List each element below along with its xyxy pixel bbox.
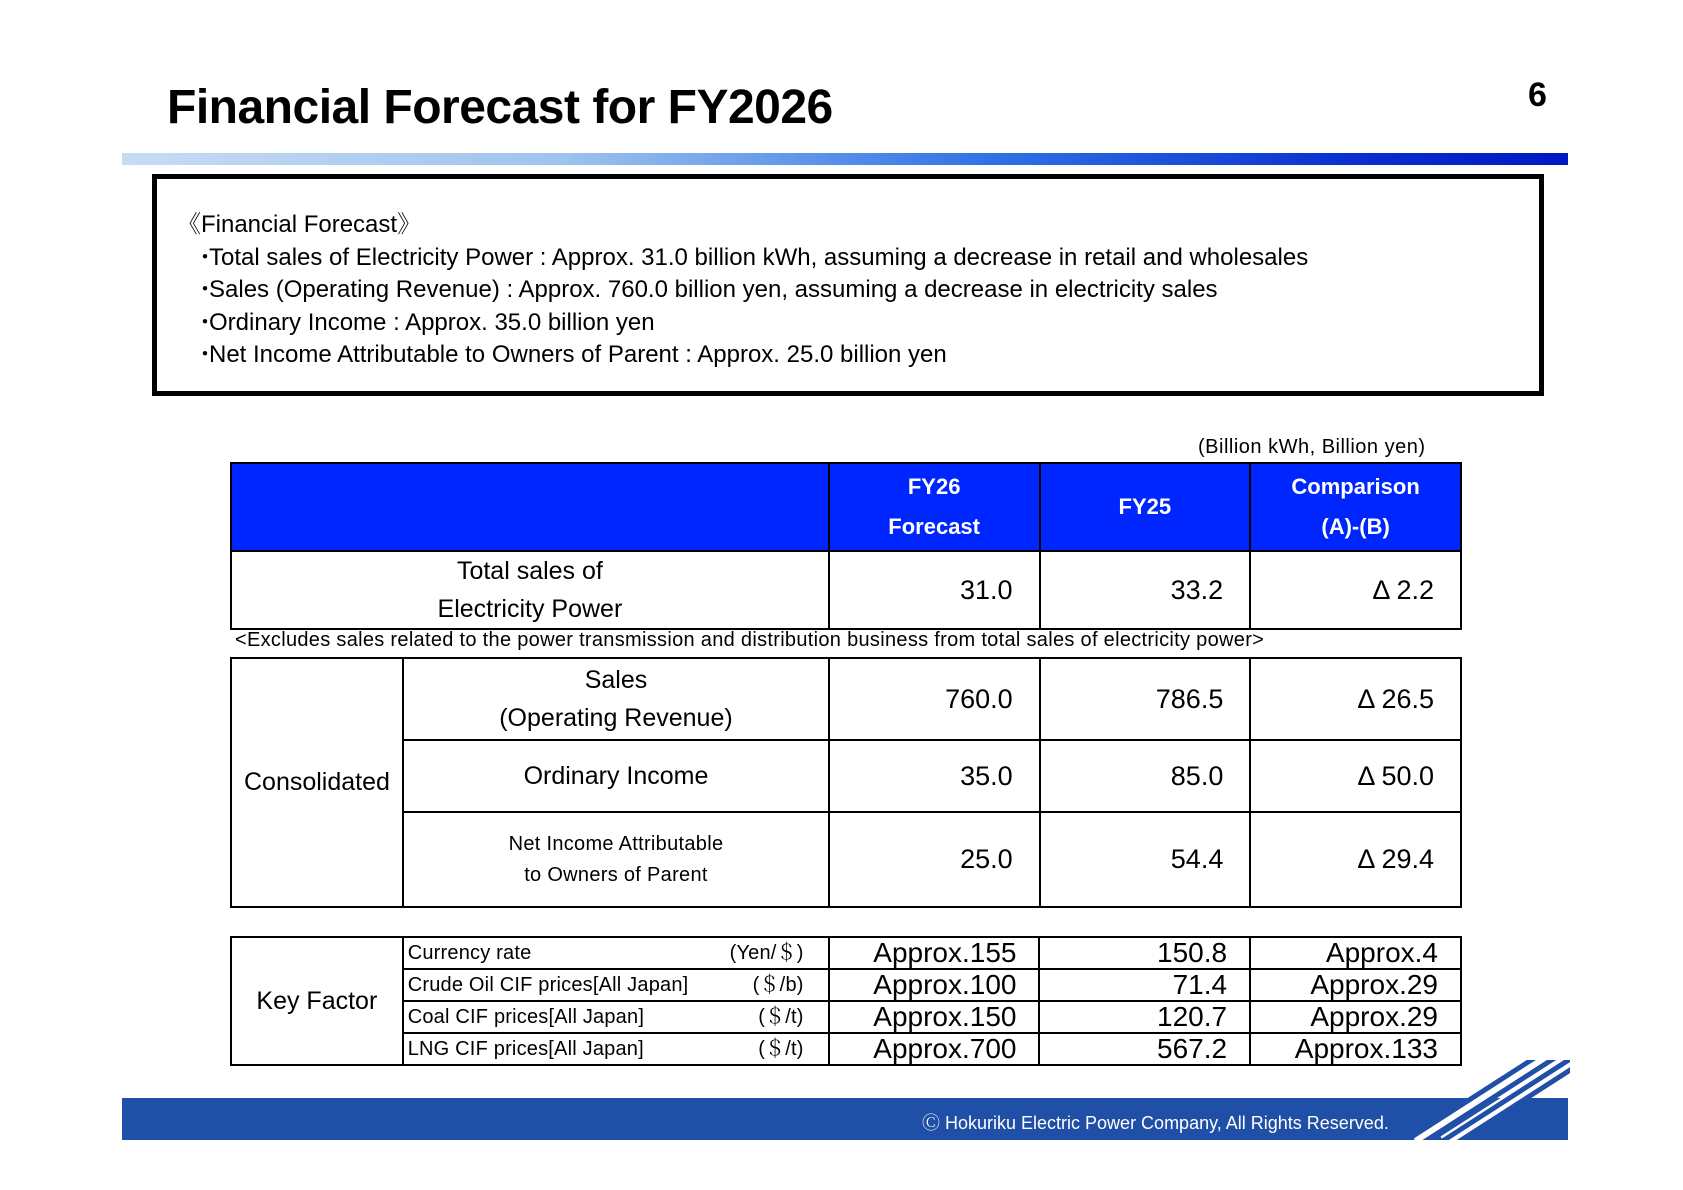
key-factor-table	[230, 936, 1462, 1066]
table-row	[231, 1033, 1461, 1065]
header-comparison	[1250, 463, 1461, 551]
bullet-dot: ･	[199, 341, 211, 368]
table-row	[231, 551, 1461, 629]
table-row	[231, 1001, 1461, 1033]
fy25-value: 150.8	[1039, 937, 1250, 969]
row-label: Ordinary Income	[403, 740, 829, 812]
row-label	[403, 812, 829, 907]
factor-name	[403, 1033, 829, 1065]
summary-bullet	[177, 307, 1539, 340]
factor-label: Crude Oil CIF prices[All Japan]	[407, 974, 689, 996]
diagonal-stripes-logo-icon	[1410, 1060, 1570, 1140]
factor-unit: (＄/t)	[758, 1006, 804, 1028]
fy26-value: 35.0	[829, 740, 1040, 812]
table-row	[231, 969, 1461, 1001]
page-title: Financial Forecast for FY2026	[167, 81, 833, 134]
consolidated-table	[230, 657, 1462, 908]
summary-bullet-text: Sales (Operating Revenue) : Approx. 760.0 billion yen, assuming a decrease in electricity sales	[209, 276, 1218, 303]
factor-name	[403, 937, 829, 969]
factor-unit: (＄/b)	[752, 974, 804, 996]
consolidated-group-label: Consolidated	[231, 658, 403, 907]
summary-bullet	[177, 339, 1539, 372]
bullet-dot: ･	[199, 276, 211, 303]
header-fy26-line1: FY26	[907, 474, 961, 499]
comparison-value: Approx.133	[1250, 1033, 1461, 1065]
table-row	[231, 937, 1461, 969]
header-blank-cell	[231, 463, 829, 551]
row-label-line1: Sales	[584, 666, 648, 694]
fy25-value: 33.2	[1040, 551, 1251, 629]
fy25-value: 85.0	[1040, 740, 1251, 812]
fy26-value: 31.0	[829, 551, 1040, 629]
summary-bullet-text: Ordinary Income : Approx. 35.0 billion yen	[209, 308, 655, 336]
factor-label: LNG CIF prices[All Japan]	[407, 1038, 644, 1060]
summary-bullet	[177, 274, 1539, 307]
factor-unit: (Yen/＄)	[729, 942, 804, 964]
comparison-value: Δ 29.4	[1250, 812, 1461, 907]
exclusion-note: <Excludes sales related to the power transmission and distribution business from total sales of electricity power>	[235, 629, 1265, 651]
fy25-value: 786.5	[1040, 658, 1251, 740]
row-label-line2: Electricity Power	[437, 595, 623, 623]
bullet-dot: ･	[199, 308, 211, 336]
forecast-summary-box	[152, 174, 1544, 396]
factor-unit: (＄/t)	[758, 1038, 804, 1060]
unit-note: (Billion kWh, Billion yen)	[1198, 436, 1426, 458]
copyright-text: Ⓒ Hokuriku Electric Power Company, All Rights Reserved.	[922, 1113, 1389, 1133]
header-fy26	[829, 463, 1040, 551]
row-label-line1: Total sales of	[456, 557, 603, 585]
forecast-table	[230, 462, 1462, 630]
row-label-line1: Net Income Attributable	[508, 832, 724, 855]
comparison-value: Δ 50.0	[1250, 740, 1461, 812]
fy26-value: Approx.100	[829, 969, 1040, 1001]
header-fy26-line2: Forecast	[888, 514, 980, 539]
table-row	[231, 740, 1461, 812]
comparison-value: Approx.29	[1250, 969, 1461, 1001]
factor-label: Coal CIF prices[All Japan]	[407, 1006, 645, 1028]
table-row	[231, 812, 1461, 907]
factor-name	[403, 969, 829, 1001]
header-gradient-bar	[122, 153, 1568, 165]
row-label	[231, 551, 829, 629]
comparison-value: Δ 26.5	[1250, 658, 1461, 740]
fy26-value: Approx.150	[829, 1001, 1040, 1033]
fy26-value: Approx.700	[829, 1033, 1040, 1065]
table-row	[231, 658, 1461, 740]
header-fy25: FY25	[1040, 463, 1251, 551]
header-comparison-line1: Comparison	[1291, 474, 1420, 499]
factor-label: Currency rate	[407, 942, 532, 964]
comparison-value: Approx.29	[1250, 1001, 1461, 1033]
fy25-value: 120.7	[1039, 1001, 1250, 1033]
bullet-dot: ･	[199, 243, 211, 271]
page-number: 6	[1528, 76, 1547, 114]
fy25-value: 71.4	[1039, 969, 1250, 1001]
fy25-value: 54.4	[1040, 812, 1251, 907]
header-comparison-line2: (A)-(B)	[1321, 514, 1390, 539]
comparison-value: Δ 2.2	[1250, 551, 1461, 629]
comparison-value: Approx.4	[1250, 937, 1461, 969]
fy26-value: 25.0	[829, 812, 1040, 907]
footer-bar	[122, 1098, 1568, 1140]
summary-bullet-text: Net Income Attributable to Owners of Parent : Approx. 25.0 billion yen	[209, 341, 947, 368]
row-label	[403, 658, 829, 740]
summary-heading: 《Financial Forecast》	[177, 211, 422, 238]
summary-bullet	[177, 242, 1539, 275]
summary-bullet-text: Total sales of Electricity Power : Approx. 31.0 billion kWh, assuming a decrease in retail and wholesales	[209, 243, 1309, 271]
fy26-value: 760.0	[829, 658, 1040, 740]
fy26-value: Approx.155	[829, 937, 1040, 969]
fy25-value: 567.2	[1039, 1033, 1250, 1065]
row-label-line2: (Operating Revenue)	[499, 704, 733, 732]
table-header-row	[231, 463, 1461, 551]
factor-name	[403, 1001, 829, 1033]
key-factor-group-label: Key Factor	[231, 937, 403, 1065]
row-label-line2: to Owners of Parent	[524, 863, 708, 886]
